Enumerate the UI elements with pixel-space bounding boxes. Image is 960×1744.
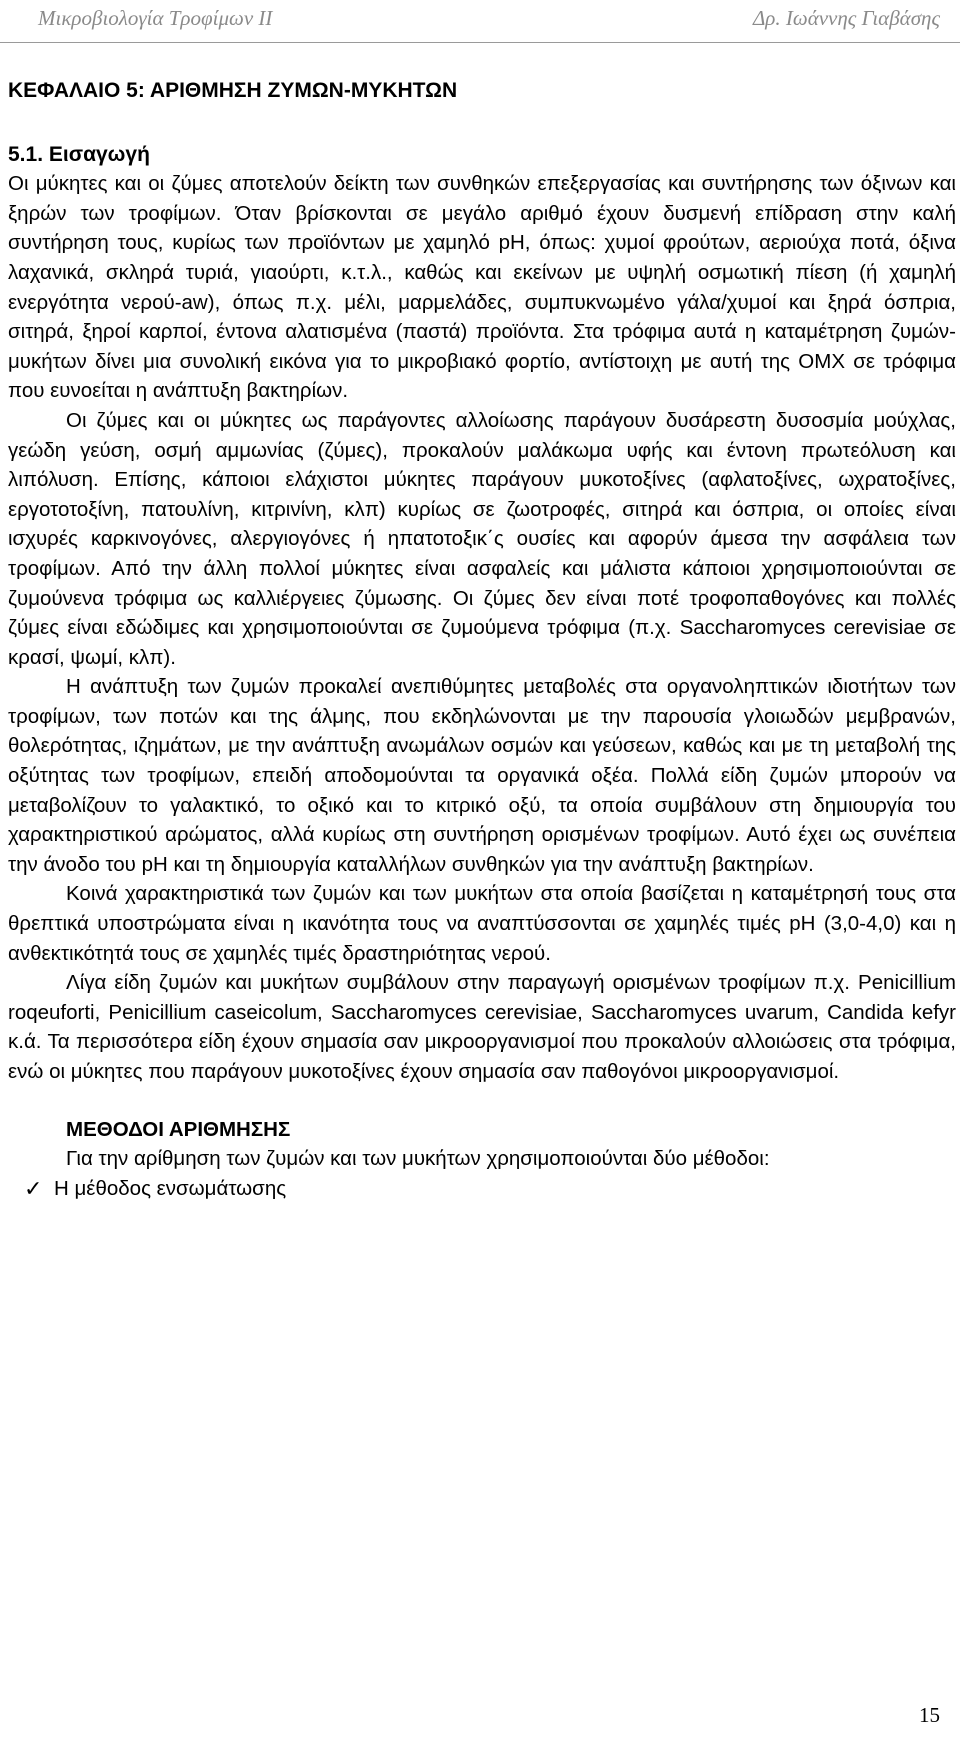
checkmark-icon: ✓ (24, 1175, 43, 1201)
paragraph-intro: Οι μύκητες και οι ζύμες αποτελούν δείκτη των συνθηκών επεξεργασίας και συντήρησης των όξινων και ξηρών των τροφίμων. Όταν βρίσκονται σε μεγάλο αριθμό έχουν δυσμενή επίδραση στην καλή συντήρηση τους, κυρίως των προϊόντων με χαμηλό pH, όπως: χυμοί φρούτων, αεριούχα ποτά, όξινα λαχανικά, σκληρά τυριά, γιαούρτι, κ.τ.λ., καθώς και εκείνων με υψηλή οσμωτική πίεση (ή χαμηλή ενεργότητα νερού-aw), όπως π.χ. μέλι, μαρμελάδες, συμπυκνωμένο γάλα/χυμοί και ξηρά όσπρια, σιτηρά, ξηροί καρποί, έντονα αλατισμένα (παστά) προϊόντα. Στα τρόφιμα αυτά η καταμέτρηση ζυμών-μυκήτων δίνει μια συνολική εικόνα για το μικροβιακό φορτίο, αντίστοιχη με αυτή της ΟΜΧ σε τρόφιμα που ευνοείται η ανάπτυξη βακτηρίων. (8, 172, 956, 403)
paragraph-yeast-growth: Η ανάπτυξη των ζυμών προκαλεί ανεπιθύμητες μεταβολές στα οργανοληπτικών ιδιοτήτων των τροφίμων, των ποτών και της άλμης, που εκδηλώνονται με την παρουσία γλοιωδών μεμβρανών, θολερότητας, ιζημάτων, με την ανάπτυξη ανωμάλων οσμών και γεύσεων, καθώς και με τη μεταβολή της οξύτητας των τροφίμων, επειδή αποδομούνται τα οργανικά οξέα. Πολλά είδη ζυμών μπορούν να μεταβολίζουν το γαλακτικό, το οξικό και το κιτρικό οξύ, τα οποία συμβάλουν στη δημιουργία του χαρακτηριστικού αρώματος, αλλά κυρίως στη συντήρηση ορισμένων τροφίμων. Αυτό έχει ως συνέπεια την άνοδο του pH και τη δημιουργία καταλλήλων συνθηκών για την ανάπτυξη βακτηρίων. (8, 675, 956, 876)
paragraph-spoilage: Οι ζύμες και οι μύκητες ως παράγοντες αλλοίωσης παράγουν δυσάρεστη δυσοσμία μούχλας, γεώδη γεύση, οσμή αμμωνίας (ζύμες), προκαλούν μαλάκωμα υφής και έντονη πρωτεόλυση και λιπόλυση. Επίσης, κάποιοι ελάχιστοι μύκητες παράγουν μυκοτοξίνες (αφλατοξίνες, ωχρατοξίνες, εργοτοτοξίνη, πατουλίνη, κιτρινίνη, κλπ) κυρίως σε ζωοτροφές, σιτηρά και όσπρια, οι οποίες είναι ισχυρές καρκινογόνες, αλεργιογόνες ή ηπατοτοξικ΄ς ουσίες και αφορύν άμεσα την ασφάλεια των τροφίμων. Από την άλλη πολλοί μύκητες είναι ασφαλείς και μάλιστα κάποιοι χρησιμοποιούνται σε ζυμούνενα τρόφιμα ως καλλιέργειες ζύμωσης. Οι ζύμες δεν είναι ποτέ τροφοπαθογόνες και πολλές ζύμες είναι εδώδιμες και χρησιμοποιούνται σε ζυμούμενα τρόφιμα (π.χ. Saccharomyces cerevisiae σε κρασί, ψωμί, κλπ). (8, 408, 956, 669)
page-number: 15 (919, 1703, 940, 1727)
methods-list-item-label: Η μέθοδος ενσωμάτωσης (54, 1176, 287, 1200)
header-course-title: Μικροβιολογία Τροφίμων ΙΙ (38, 6, 273, 30)
paragraph-species: Λίγα είδη ζυμών και μυκήτων συμβάλουν στην παραγωγή ορισμένων τροφίμων π.χ. Penicillium roqeuforti, Penicillium caseicolum, Saccharomyces cerevisiae, Saccharomyces uvarum, Candida kefyr κ.ά. Τα περισσότερα είδη έχουν σημασία σαν μικροοργανισμοί που προκαλούν αλλοιώσεις στα τρόφιμα, ενώ οι μύκητες που παράγουν μυκοτοξίνες έχουν σημασία σαν παθογόνοι μικροοργανισμοί. (8, 971, 956, 1083)
header-author: Δρ. Ιωάννης Γιαβάσης (752, 6, 940, 30)
paragraph-common-features: Κοινά χαρακτηριστικά των ζυμών και των μυκήτων στα οποία βασίζεται η καταμέτρησή τους στα θρεπτικά υποστρώματα είναι η ικανότητα τους να αναπτύσσονται σε χαμηλές τιμές pH (3,0-4,0) και η ανθεκτικότητά τους σε χαμηλές τιμές δραστηριότητας νερού. (8, 882, 956, 965)
section-title: 5.1. Εισαγωγή (8, 142, 150, 166)
methods-list-item (24, 1174, 956, 1204)
methods-heading: ΜΕΘΟΔΟΙ ΑΡΙΘΜΗΣΗΣ (66, 1117, 291, 1141)
page-header (0, 2, 960, 36)
chapter-title: ΚΕΦΑΛΑΙΟ 5: ΑΡΙΘΜΗΣΗ ΖΥΜΩΝ-ΜΥΚΗΤΩΝ (8, 79, 458, 102)
header-divider (0, 42, 960, 43)
document-body (8, 64, 956, 1203)
methods-intro: Για την αρίθμηση των ζυμών και των μυκήτων χρησιμοποιούνται δύο μέθοδοι: (66, 1147, 770, 1171)
